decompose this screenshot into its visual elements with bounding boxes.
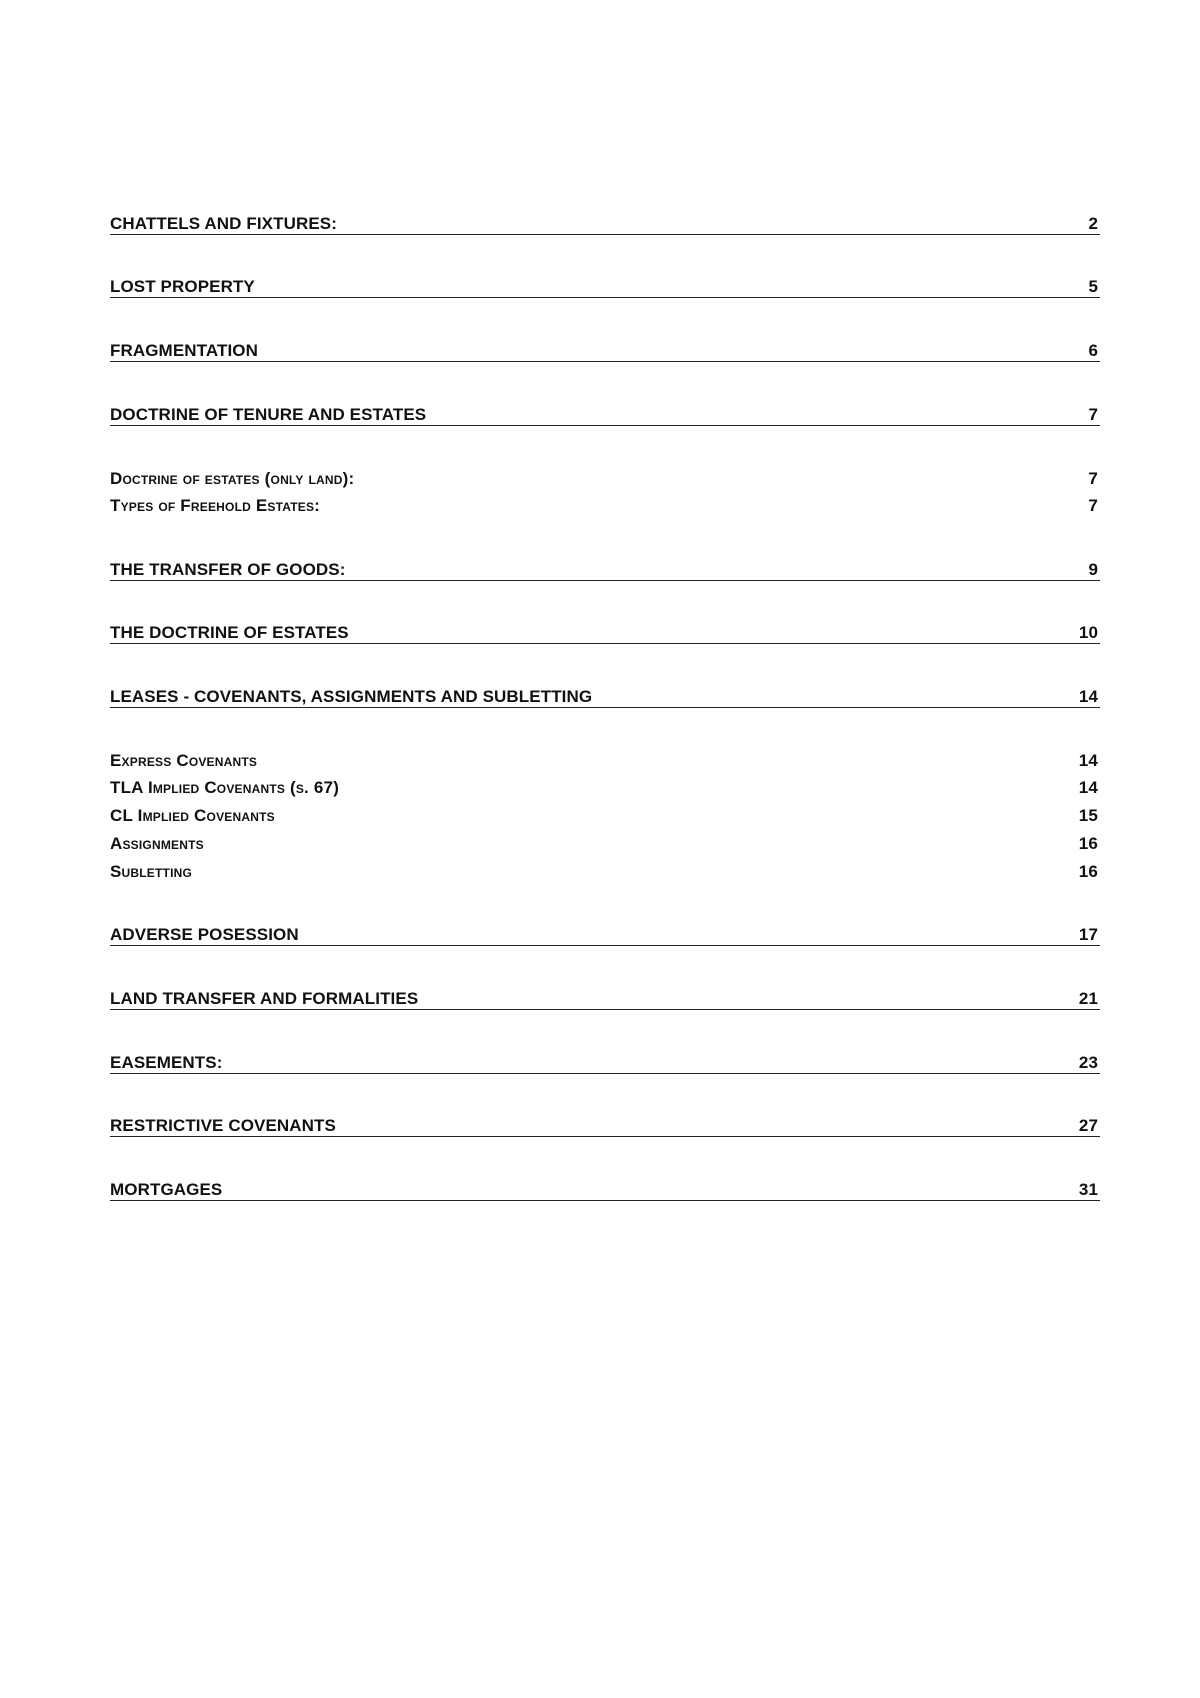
toc-subentry-types-of-freehold-estates[interactable] <box>110 494 1100 516</box>
toc-entry-page: 21 <box>1078 989 1098 1008</box>
toc-subentry-subletting[interactable] <box>110 860 1100 882</box>
toc-entry-title: LAND TRANSFER AND FORMALITIES <box>110 989 419 1008</box>
table-of-contents <box>110 0 1100 1698</box>
toc-entry-adverse-posession[interactable] <box>110 922 1100 946</box>
toc-entry-doctrine-of-tenure[interactable] <box>110 402 1100 426</box>
toc-subentry-express-covenants[interactable] <box>110 749 1100 771</box>
toc-entry-page: 7 <box>1088 469 1098 488</box>
toc-entry-page: 17 <box>1078 925 1098 944</box>
toc-entry-page: 7 <box>1088 405 1098 424</box>
toc-entry-title: CL Implied Covenants <box>110 806 275 825</box>
toc-entry-page: 31 <box>1078 1180 1098 1199</box>
toc-subentry-cl-implied-covenants[interactable] <box>110 804 1100 826</box>
toc-entry-page: 2 <box>1088 214 1098 233</box>
toc-entry-page: 5 <box>1088 277 1098 296</box>
toc-entry-page: 9 <box>1088 560 1098 579</box>
toc-entry-title: LEASES - COVENANTS, ASSIGNMENTS AND SUBLETTING <box>110 687 593 706</box>
toc-entry-title: ADVERSE POSESSION <box>110 925 299 944</box>
toc-entry-page: 14 <box>1078 778 1098 797</box>
toc-entry-page: 6 <box>1088 341 1098 360</box>
toc-subentry-assignments[interactable] <box>110 832 1100 854</box>
toc-entry-easements[interactable] <box>110 1050 1100 1074</box>
toc-entry-title: EASEMENTS: <box>110 1053 223 1072</box>
toc-entry-chattels-and-fixtures[interactable] <box>110 211 1100 235</box>
toc-entry-title: Subletting <box>110 862 192 881</box>
toc-entry-page: 7 <box>1088 496 1098 515</box>
toc-entry-title: FRAGMENTATION <box>110 341 258 360</box>
toc-entry-page: 10 <box>1078 623 1098 642</box>
toc-subentry-tla-implied-covenants[interactable] <box>110 776 1100 798</box>
toc-entry-title: Express Covenants <box>110 751 258 770</box>
toc-subentry-doctrine-of-estates-only-land[interactable] <box>110 467 1100 489</box>
toc-entry-mortgages[interactable] <box>110 1177 1100 1201</box>
toc-entry-page: 15 <box>1078 806 1098 825</box>
toc-entry-title: TLA Implied Covenants (s. 67) <box>110 778 340 797</box>
toc-entry-title: RESTRICTIVE COVENANTS <box>110 1116 336 1135</box>
toc-entry-title: LOST PROPERTY <box>110 277 255 296</box>
toc-entry-page: 14 <box>1078 687 1098 706</box>
toc-entry-title: Doctrine of estates (only land): <box>110 469 355 488</box>
toc-entry-fragmentation[interactable] <box>110 338 1100 362</box>
toc-entry-title: Assignments <box>110 834 204 853</box>
toc-entry-restrictive-covenants[interactable] <box>110 1113 1100 1137</box>
toc-entry-transfer-of-goods[interactable] <box>110 557 1100 581</box>
toc-entry-land-transfer[interactable] <box>110 986 1100 1010</box>
toc-entry-page: 27 <box>1078 1116 1098 1135</box>
toc-entry-page: 16 <box>1078 862 1098 881</box>
toc-entry-lost-property[interactable] <box>110 274 1100 298</box>
toc-entry-title: CHATTELS AND FIXTURES: <box>110 214 337 233</box>
toc-entry-page: 14 <box>1078 751 1098 770</box>
toc-entry-leases[interactable] <box>110 684 1100 708</box>
toc-entry-title: Types of Freehold Estates: <box>110 496 321 515</box>
toc-entry-page: 16 <box>1078 834 1098 853</box>
toc-entry-page: 23 <box>1078 1053 1098 1072</box>
toc-entry-title: MORTGAGES <box>110 1180 223 1199</box>
toc-entry-title: DOCTRINE OF TENURE AND ESTATES <box>110 405 427 424</box>
toc-entry-doctrine-of-estates[interactable] <box>110 620 1100 644</box>
toc-entry-title: THE TRANSFER OF GOODS: <box>110 560 346 579</box>
toc-entry-title: THE DOCTRINE OF ESTATES <box>110 623 349 642</box>
